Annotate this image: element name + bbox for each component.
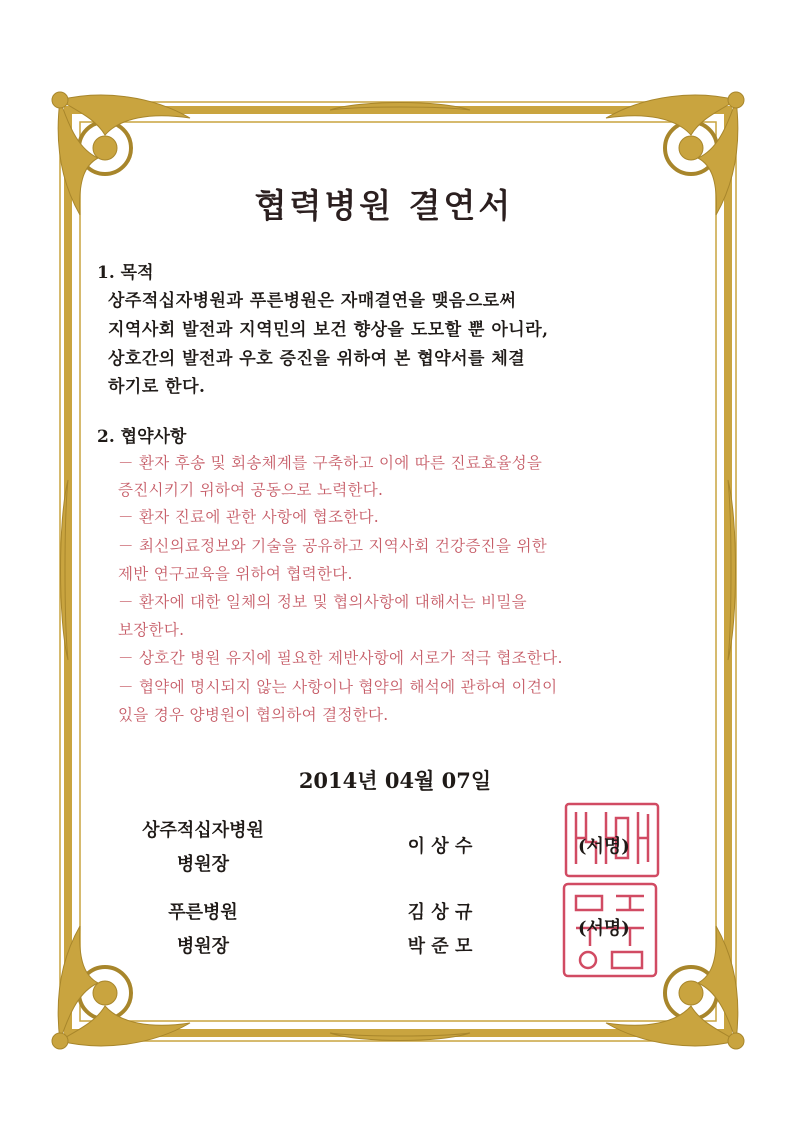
agreement-line: 증진시키기 위하여 공동으로 노력한다.	[118, 481, 384, 499]
edge-flourish-bottom	[330, 1033, 470, 1041]
agreement-line: 있을 경우 양병원이 협의하여 결정한다.	[118, 706, 389, 724]
agreement-line: 보장한다.	[118, 621, 185, 639]
signature-mark: (서명)	[578, 836, 630, 857]
edge-flourish-top	[330, 103, 470, 111]
edge-flourish-left	[61, 480, 69, 660]
signatory-name: 이 상 수	[407, 836, 473, 857]
purpose-line: 지역사회 발전과 지역민의 보건 향상을 도모할 뿐 아니라,	[108, 320, 549, 340]
signature-mark: (서명)	[578, 918, 630, 939]
document-title: 협력병원 결연서	[254, 186, 514, 225]
signatory-name: 김 상 규	[407, 902, 473, 923]
signatory-position: 병원장	[176, 854, 230, 875]
agreement-line: － 환자 진료에 관한 사항에 협조한다.	[118, 508, 379, 526]
agreement-date: 2014년 04월 07일	[298, 768, 492, 793]
purpose-line: 하기로 한다.	[108, 377, 206, 397]
agreement-line: － 환자에 대한 일체의 정보 및 협의사항에 대해서는 비밀을	[118, 593, 527, 611]
purpose-line: 상주적십자병원과 푸른병원은 자매결연을 맺음으로써	[108, 291, 517, 311]
agreement-line: 제반 연구교육을 위하여 협력한다.	[118, 565, 353, 583]
signatory-org: 푸른병원	[168, 902, 238, 923]
signatory-name: 박 준 모	[407, 936, 473, 957]
signatory-position: 병원장	[176, 936, 230, 957]
section-purpose-heading: 1. 목적	[97, 263, 154, 283]
edge-flourish-right	[728, 480, 736, 660]
agreement-line: － 최신의료정보와 기술을 공유하고 지역사회 건강증진을 위한	[118, 537, 547, 555]
agreement-line: － 환자 후송 및 회송체계를 구축하고 이에 따른 진료효율성을	[118, 454, 543, 472]
purpose-line: 상호간의 발전과 우호 증진을 위하여 본 협약서를 체결	[108, 349, 526, 369]
agreement-line: － 협약에 명시되지 않는 사항이나 협약의 해석에 관하여 이견이	[118, 678, 558, 696]
agreement-line: － 상호간 병원 유지에 필요한 제반사항에 서로가 적극 협조한다.	[118, 649, 563, 667]
section-agreements-heading: 2. 협약사항	[97, 427, 187, 447]
signatory-org: 상주적십자병원	[142, 820, 264, 841]
